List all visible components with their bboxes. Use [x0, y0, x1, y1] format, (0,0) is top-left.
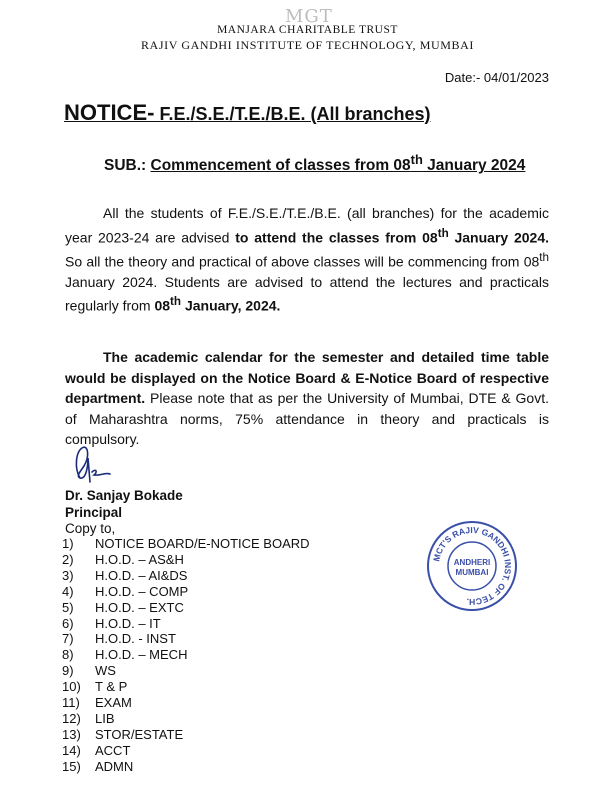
copy-list-item — [62, 695, 310, 711]
stamp-ring-text: MCT'S RAJIV GANDHI INST. OF TECH. — [431, 524, 514, 608]
copy-item-number: 15) — [62, 758, 81, 774]
copy-list-item — [62, 647, 310, 663]
notice-title-main: NOTICE- — [64, 100, 155, 125]
copy-item-number: 3) — [62, 567, 74, 583]
copy-list-item — [62, 663, 310, 679]
copy-item-number: 10) — [62, 679, 81, 695]
paragraph-commencement — [65, 203, 549, 316]
para1-bold2-after: January, 2024. — [181, 297, 281, 314]
copy-item-number: 7) — [62, 631, 74, 647]
copy-item-number: 1) — [62, 536, 74, 551]
institute-name: RAJIV GANDHI INSTITUTE OF TECHNOLOGY, MUMBAI — [140, 38, 475, 52]
copy-list-item — [62, 679, 310, 695]
copy-item-number: 8) — [62, 647, 74, 663]
subject-text-part2: January 2024 — [422, 157, 526, 175]
copy-item-text: H.O.D. – MECH — [95, 647, 188, 663]
copy-list-item — [62, 552, 310, 568]
copy-item-text: ACCT — [95, 742, 131, 758]
para1-text2-sup: th — [539, 250, 549, 264]
copy-item-text: H.O.D. – EXTC — [95, 599, 184, 615]
notice-date: Date:- 04/01/2023 — [444, 70, 549, 85]
principal-signature — [66, 442, 126, 488]
subject-label: SUB.: — [104, 157, 147, 175]
trust-name: MANJARA CHARITABLE TRUST — [217, 24, 398, 36]
para2-normal: Please note that as per the University of Mumbai, DTE & Govt. of Maharashtra norms, 75% attendance in theory and practicals is compulsory. — [65, 390, 549, 447]
copy-list-item — [62, 600, 310, 616]
mgt-logo: MGT — [285, 6, 333, 27]
para1-text2: So all the theory and practical of above classes will be commencing from 08 — [65, 253, 540, 270]
copy-to-label: Copy to, — [65, 521, 116, 536]
copy-item-text: WS — [95, 663, 116, 679]
copy-item-number: 11) — [62, 695, 80, 711]
principal-title: Principal — [65, 505, 123, 520]
subject-sup: th — [410, 152, 423, 167]
copy-item-text: H.O.D. – AS&H — [95, 551, 184, 567]
copy-item-number: 14) — [62, 742, 81, 758]
copy-list-item — [62, 711, 310, 727]
copy-list-item — [62, 536, 310, 552]
copy-item-text: NOTICE BOARD/E-NOTICE BOARD — [95, 536, 310, 551]
para1-bold1-after: January 2024. — [448, 229, 550, 246]
notice-title-classes: F.E./S.E./T.E./B.E. (All branches) — [154, 104, 431, 124]
copy-item-text: STOR/ESTATE — [95, 726, 184, 742]
copy-list-item — [62, 759, 310, 775]
para1-bold1: to attend the classes from 08 — [235, 229, 438, 246]
paragraph-calendar — [65, 347, 549, 450]
copy-item-text: ADMN — [95, 758, 134, 774]
copy-item-number: 6) — [62, 615, 74, 631]
copy-list-item — [62, 568, 310, 584]
copy-item-text: H.O.D. – AI&DS — [95, 567, 188, 583]
para1-bold2-sup: th — [170, 295, 182, 309]
copy-item-text: H.O.D. - INST — [95, 631, 176, 647]
para1-text1: All the students of F.E./S.E./T.E./B.E. (all branches) for the academic year 2023-24 are advised — [65, 205, 549, 246]
copy-item-number: 2) — [62, 551, 74, 567]
para1-text2-after: January 2024. Students are advised to attend the lectures and practicals regularly from — [65, 273, 549, 314]
copy-item-number: 5) — [62, 599, 74, 615]
copy-item-text: H.O.D. – COMP — [95, 583, 189, 599]
copy-item-number: 13) — [62, 726, 81, 742]
para1-bold2: 08 — [154, 297, 171, 314]
principal-name: Dr. Sanjay Bokade — [65, 488, 183, 503]
para1-bold1-sup: th — [437, 226, 449, 240]
copy-list-item — [62, 727, 310, 743]
stamp-mumbai: MUMBAI — [455, 568, 489, 577]
copy-item-number: 4) — [62, 583, 74, 599]
copy-list-item — [62, 743, 310, 759]
notice-title — [64, 100, 431, 126]
stamp-andheri: ANDHERI — [453, 558, 491, 567]
institute-stamp — [424, 518, 520, 614]
copy-list-item — [62, 616, 310, 632]
copy-item-text: H.O.D. – IT — [95, 615, 161, 631]
copy-item-text: LIB — [95, 710, 115, 726]
copy-list-item — [62, 584, 310, 600]
subject-text — [150, 152, 526, 175]
copy-item-number: 9) — [62, 663, 74, 679]
copy-list-item — [62, 631, 310, 647]
copy-to-list — [62, 536, 310, 775]
copy-item-number: 12) — [62, 710, 81, 726]
copy-item-text: T & P — [95, 679, 128, 695]
subject-line — [104, 152, 525, 175]
copy-item-text: EXAM — [95, 695, 132, 711]
subject-text-part1: Commencement of classes from 08 — [150, 157, 411, 175]
para2-bold: The academic calendar for the semester and detailed time table would be displayed on the Notice Board & E-Notice Board of respective department. — [65, 349, 549, 406]
